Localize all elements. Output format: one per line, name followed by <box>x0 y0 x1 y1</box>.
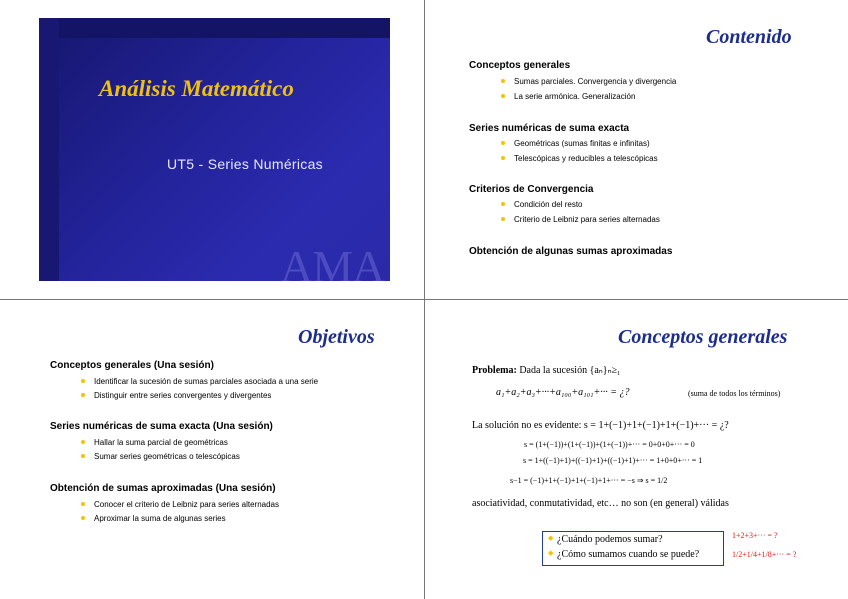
problem-text: Dada la sucesión {aₙ}ₙ≥₁ <box>519 365 621 376</box>
contenido-title: Contenido <box>706 26 792 48</box>
equation-2: s = 1+((−1)+1)+((−1)+1)+((−1)+1)+··· = 1+0+0+··· = 1 <box>523 456 703 465</box>
series-note: (suma de todos los términos) <box>688 389 781 398</box>
objetivos-heading-2: Series numéricas de suma exacta (Una sesión) <box>50 421 273 432</box>
objetivos-heading-1: Conceptos generales (Una sesión) <box>50 360 214 371</box>
ama-watermark-logo: AMA <box>280 241 385 281</box>
contenido-item: Telescópicas y reducibles a telescópicas <box>501 154 658 163</box>
contenido-item: Criterio de Leibniz para series alternadas <box>501 215 660 224</box>
contenido-item: Sumas parciales. Convergencia y divergencia <box>501 77 676 86</box>
contenido-item: La serie armónica. Generalización <box>501 92 635 101</box>
contenido-heading-1: Conceptos generales <box>469 60 571 71</box>
unit-subtitle: UT5 - Series Numéricas <box>167 156 323 172</box>
contenido-heading-4: Obtención de algunas sumas aproximadas <box>469 246 673 257</box>
question-when: ◆ ¿Cuándo podemos sumar? <box>548 534 663 545</box>
title-slide <box>39 18 390 281</box>
objetivos-title: Objetivos <box>298 326 375 348</box>
contenido-heading-3: Criterios de Convergencia <box>469 184 594 195</box>
page-divider-vertical <box>424 0 425 599</box>
objetivos-item: Hallar la suma parcial de geométricas <box>81 438 228 447</box>
contenido-item: Condición del resto <box>501 200 582 209</box>
example-divergent: 1+2+3+··· = ? <box>732 531 778 540</box>
series-formula: a₁+a₂+a₃+···+a₁₀₀+a₁₀₁+··· = ¿? <box>496 387 630 398</box>
problem-label: Problema: <box>472 365 517 376</box>
example-geometric: 1/2+1/4+1/8+··· = ? <box>732 550 797 559</box>
conceptos-title: Conceptos generales <box>618 326 788 348</box>
equation-1: s = (1+(−1))+(1+(−1))+(1+(−1))+··· = 0+0+0+··· = 0 <box>524 440 695 449</box>
question-how: ◆ ¿Cómo sumamos cuando se puede? <box>548 549 699 560</box>
validity-note: asociatividad, conmutatividad, etc… no son (en general) válidas <box>472 498 729 509</box>
contenido-heading-2: Series numéricas de suma exacta <box>469 123 630 134</box>
contenido-item: Geométricas (sumas finitas e infinitas) <box>501 139 650 148</box>
solution-line: La solución no es evidente: s = 1+(−1)+1+(−1)+1+(−1)+··· = ¿? <box>472 420 729 431</box>
course-title: Análisis Matemático <box>99 76 294 101</box>
objetivos-item: Aproximar la suma de algunas series <box>81 514 226 523</box>
objetivos-item: Identificar la sucesión de sumas parciales asociada a una serie <box>81 377 318 386</box>
problem-line <box>472 365 621 376</box>
equation-3: s−1 = (−1)+1+(−1)+1+(−1)+1+··· = −s ⇒ s = 1/2 <box>510 476 668 485</box>
objetivos-item: Sumar series geométricas o telescópicas <box>81 452 240 461</box>
objetivos-item: Conocer el criterio de Leibniz para series alternadas <box>81 500 279 509</box>
objetivos-item: Distinguir entre series convergentes y divergentes <box>81 391 271 400</box>
objetivos-heading-3: Obtención de sumas aproximadas (Una sesión) <box>50 483 276 494</box>
